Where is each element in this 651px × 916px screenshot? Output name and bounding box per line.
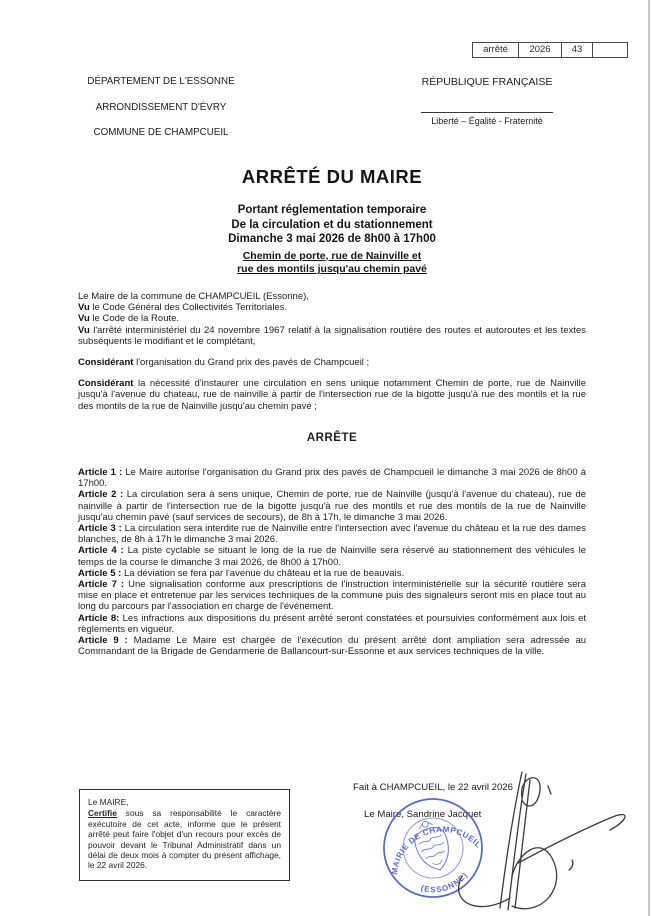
article-lead: Article 8: [78, 612, 120, 624]
article-lead: Article 9 : [78, 635, 128, 647]
article-lead: Article 2 : [78, 489, 124, 501]
arrondissement-line: ARRONDISSEMENT D'ÉVRY [95, 101, 227, 113]
article-text: Une signalisation conforme aux prescriptions de l'instruction interministérielle sur la sécurité routière sera mise en place et entretenue par les services techniques de la commune puis des signaleurs seront mis en place tout au long du parcours par l'association en charge de l'événement. [78, 579, 587, 613]
vu-clause [78, 313, 586, 324]
registry-cell-type: arrêté [473, 43, 519, 57]
article-text: Madame Le Maire est chargée de l'exécution du présent arrêté dont ampliation sera adressée au Commandant de la Brigade de Gendarmerie de Ballancourt-sur-Essonne et aux services techniques de la ville. [78, 635, 587, 658]
considerant-lead: Considérant [78, 357, 134, 369]
article-lead: Article 5 : [78, 567, 122, 579]
article-3 [78, 523, 586, 545]
article-7 [78, 579, 586, 613]
registry-cell-number: 43 [562, 43, 593, 57]
decree-heading: ARRÊTE [306, 431, 358, 444]
considerant-clause [78, 357, 586, 368]
subtitle-underlined-line: rue des montils jusqu'au chemin pavé [237, 263, 427, 275]
article-text: Les infractions aux dispositions du présent arrêté seront constatées et poursuivies conformément aux lois et règlements en vigueur. [78, 612, 587, 635]
header-administrative-block [66, 76, 256, 153]
article-4 [78, 545, 586, 567]
subtitle-line: De la circulation et du stationnement [231, 218, 433, 231]
article-lead: Article 4 : [78, 545, 124, 557]
registry-reference-table [472, 42, 628, 58]
article-text: La circulation sera à sens unique, Chemin de porte, rue de Nainville (jusqu'à l'avenue du chateau), rue de nainville à partir de l'intersection rue de la bigotte jusqu'à rue des montils et rue des montils de la rue de Nainville jusqu'au chemin pavé (sauf services de secours), de 8h à 17h, le dimanche 3 mai 2026. [78, 489, 587, 523]
registry-cell-year: 2026 [519, 43, 562, 57]
republic-divider [421, 112, 553, 113]
republic-motto: Liberté – Égalité - Fraternité [431, 116, 543, 126]
article-9 [78, 635, 586, 657]
certification-intro: Le MAIRE, [88, 797, 129, 807]
registry-cell-empty [593, 43, 627, 57]
article-lead: Article 3 : [78, 523, 122, 535]
decree-body [78, 291, 586, 657]
considerant-clause [78, 378, 586, 412]
signer-line: Le Maire, Sandrine Jacquet [364, 809, 482, 820]
vu-clause [78, 325, 586, 347]
considerant-text: la nécessité d'instaurer une circulation en sens unique notamment Chemin de porte, rue de Nainville jusqu'à l'avenue du chateau, rue de nainville à partir de l'intersection rue de la bigotte jusqu'à rue des montils et la rue des montils de la rue de Nainville jusqu'au chemin pavé ; [78, 378, 587, 412]
republic-title: RÉPUBLIQUE FRANÇAISE [421, 76, 553, 88]
article-text: La piste cyclable se situant le long de la rue de Nainville sera réservé au stationnement des véhicules le temps de la course le dimanche 3 mai 2026, de 8h00 à 17h00. [78, 545, 587, 568]
article-text: La circulation sera interdite rue de Nainville entre l'intersection avec l'avenue du château et la rue des dames blanches, de 8h à 17h le dimanche 3 mai 2026. [78, 523, 587, 546]
stamp-bottom-text: (ESSONNE) [419, 870, 470, 895]
certification-lead: Certifie [88, 808, 117, 819]
article-text: Le Maire autorise l'organisation du Grand prix des pavés de Champcueil le dimanche 3 mai 2026 de 8h00 à 17h00. [78, 467, 587, 490]
article-5 [78, 568, 586, 579]
vu-text: l'arrêté interministériel du 24 novembre 1967 relatif à la signalisation routière des routes et autoroutes et les textes subséquents le modifiant et le complétant, [78, 324, 587, 347]
certification-text: sous sa responsabilité le caractère exécutoire de cet acte, informe que le présent arrêté peut faire l'objet d'un recours pour excès de pouvoir devant le Tribunal Administratif dans un délai de deux mois à compter du présent affichage, le 22 avril 2026. [88, 808, 282, 871]
signature [400, 758, 650, 916]
article-8 [78, 613, 586, 635]
article-1 [78, 467, 586, 489]
opening-line: Le Maire de la commune de CHAMPCUEIL (Essonne), [78, 291, 309, 302]
title-block [12, 166, 651, 277]
header-republic-block [408, 76, 566, 126]
place-date-line: Fait à CHAMPCUEIL, le 22 avril 2026 [353, 782, 513, 793]
vu-lead: Vu [78, 313, 90, 325]
certification-box [79, 789, 290, 881]
subtitle-underlined-line: Chemin de porte, rue de Nainville et [242, 249, 422, 262]
department-line: DÉPARTEMENT DE L'ESSONNE [87, 76, 235, 87]
stamp-top-text: MAIRIE DE CHAMPCUEIL [389, 824, 484, 876]
vu-text: le Code de la Route. [92, 313, 180, 325]
considerant-lead: Considérant [78, 378, 134, 390]
article-lead: Article 1 : [78, 467, 123, 479]
article-lead: Article 7 : [78, 579, 125, 591]
vu-lead: Vu [78, 302, 90, 314]
signature-section [0, 758, 651, 916]
vu-clause [78, 302, 586, 313]
vu-lead: Vu [78, 324, 90, 336]
article-2 [78, 489, 586, 523]
vu-text: le Code Général des Collectivités Territoriales. [92, 302, 288, 314]
subtitle-line: Dimanche 3 mai 2026 de 8h00 à 17h00 [228, 233, 436, 245]
commune-line: COMMUNE DE CHAMPCUEIL [93, 127, 229, 138]
document-title: ARRÊTÉ DU MAIRE [241, 166, 423, 187]
subtitle-line: Portant réglementation temporaire [237, 204, 427, 216]
considerant-text: l'organisation du Grand prix des pavés de Champcueil ; [136, 357, 370, 369]
article-text: La déviation se fera par l'avenue du château et la rue de beauvais. [123, 567, 405, 579]
